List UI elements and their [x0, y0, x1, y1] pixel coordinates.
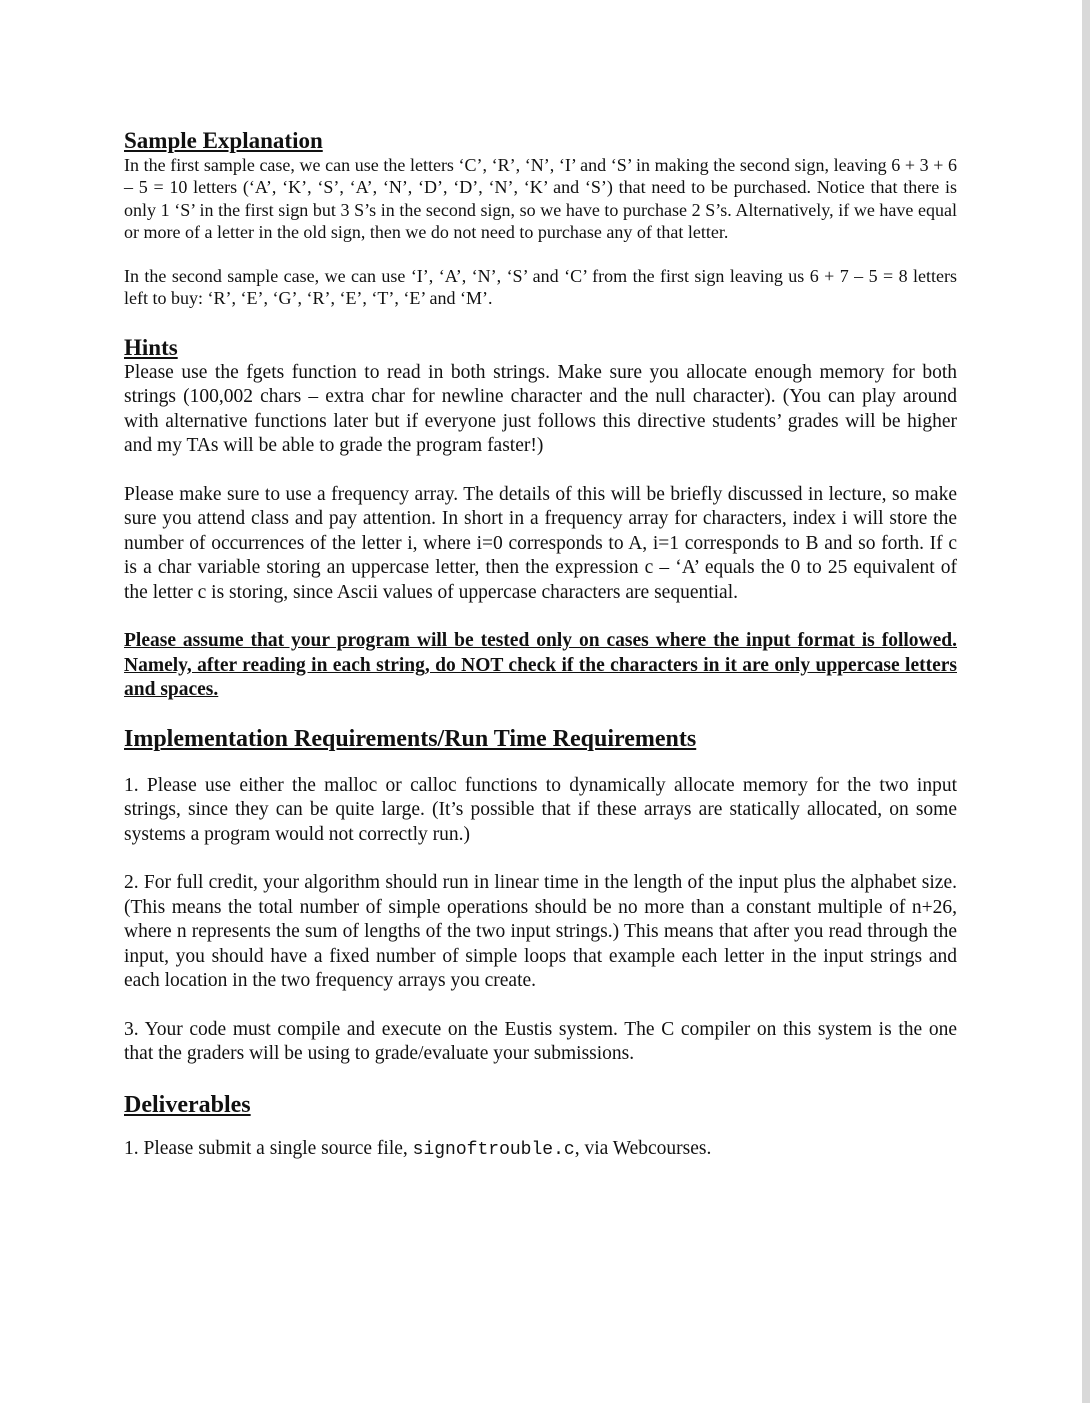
hints-paragraph-1: Please use the fgets function to read in both strings. Make sure you allocate enough memory for both strings (100,002 chars – extra char for newline character and the null character). (You can play around with alternative functions later but if everyone just follows this directive students’ grades will be higher and my TAs will be able to grade the program faster!) [124, 361, 957, 457]
sample-explanation-paragraph-2: In the second sample case, we can use ‘I’, ‘A’, ‘N’, ‘S’ and ‘C’ from the first sign leaving us 6 + 7 – 5 = 8 letters left to buy: ‘R’, ‘E’, ‘G’, ‘R’, ‘E’, ‘T’, ‘E’ and ‘M’. [124, 266, 957, 309]
page-edge [1082, 0, 1090, 1403]
implementation-item-1: 1. Please use either the malloc or calloc functions to dynamically allocate memory for the two input strings, since they can be quite large. (It’s possible that if these arrays are statically allocated, on some systems a program would not correctly run.) [124, 774, 957, 845]
document-page [124, 128, 957, 1162]
implementation-section [124, 726, 957, 1067]
sample-explanation-paragraph-1: In the first sample case, we can use the letters ‘C’, ‘R’, ‘N’, ‘I’ and ‘S’ in making the second sign, leaving 6 + 3 + 6 – 5 = 10 letters (‘A’, ‘K’, ‘S’, ‘A’, ‘N’, ‘D’, ‘D’, ‘N’, ‘K’ and ‘S’) that need to be purchased. Notice that there is only 1 ‘S’ in the first sign but 3 S’s in the second sign, so we have to purchase 2 S’s. Alternatively, if we have equal or more of a letter in the old sign, then we do not need to purchase any of that letter. [124, 155, 957, 242]
implementation-item-2: 2. For full credit, your algorithm should run in linear time in the length of the input plus the alphabet size. (This means the total number of simple operations should be no more than a constant multiple of n+26, where n represents the sum of lengths of the two input strings.) This means that after you read through the input, you should have a fixed number of simple loops that example each letter in the input strings and each location in the two frequency arrays you create. [124, 872, 957, 992]
sample-explanation-heading: Sample Explanation [124, 128, 323, 153]
deliverables-item-1-prefix: 1. Please submit a single source file, [124, 1137, 413, 1159]
deliverables-item-1 [124, 1137, 957, 1163]
hints-section [124, 335, 957, 703]
deliverables-item-1-suffix: , via Webcourses. [574, 1137, 712, 1159]
hints-paragraph-2: Please make sure to use a frequency array. The details of this will be briefly discussed in lecture, so make sure you attend class and pay attention. In short in a frequency array for characters, index i will store the number of occurrences of the letter i, where i=0 corresponds to A, i=1 corresponds to B and so forth. If c is a char variable storing an uppercase letter, then the expression c – ‘A’ equals the 0 to 25 equivalent of the letter c is storing, since Ascii values of uppercase characters are sequential. [124, 483, 957, 603]
deliverables-heading: Deliverables [124, 1091, 251, 1118]
deliverables-section [124, 1092, 957, 1163]
sample-explanation-section [124, 128, 957, 310]
hints-heading: Hints [124, 334, 178, 360]
implementation-heading: Implementation Requirements/Run Time Requirements [124, 725, 697, 752]
implementation-item-3: 3. Your code must compile and execute on the Eustis system. The C compiler on this system is the one that the graders will be using to grade/evaluate your submissions. [124, 1018, 957, 1065]
hints-important-note: Please assume that your program will be tested only on cases where the input format is followed. Namely, after reading in each string, do NOT check if the characters in it are only uppercase letters and spaces. [124, 630, 957, 701]
source-filename: signoftrouble.c [412, 1139, 575, 1160]
